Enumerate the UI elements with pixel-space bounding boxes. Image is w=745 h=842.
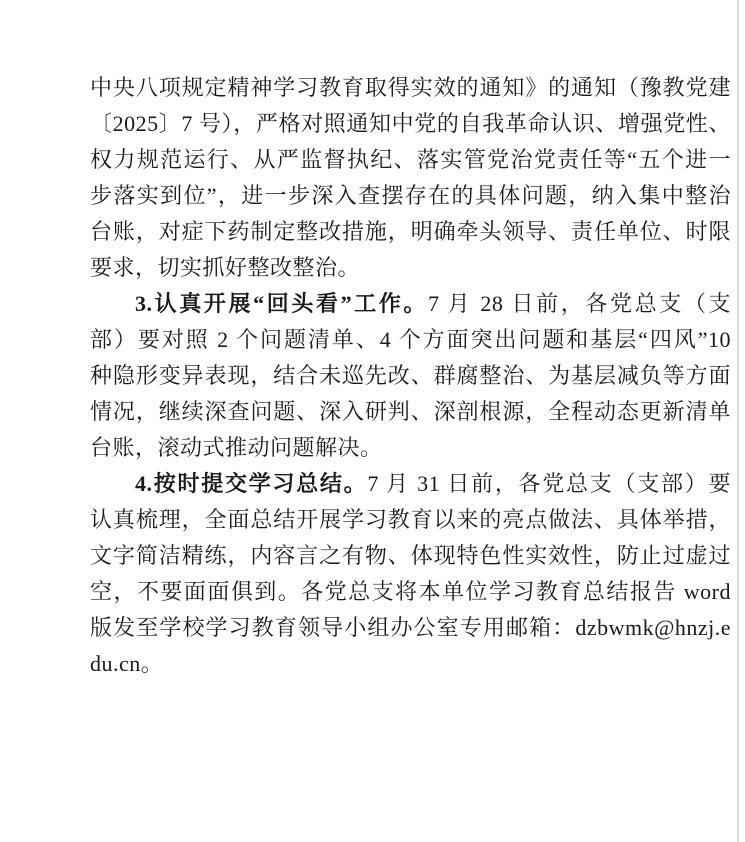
- text-line: 权力规范运行、从严监督执纪、落实管党治党责任等“五个进一: [90, 147, 731, 172]
- text-line: 台账，对症下药制定整改措施，明确牵头领导、责任单位、时限: [90, 219, 731, 244]
- text-line: 种隐形变异表现，结合未巡先改、群腐整治、为基层减负等方面: [90, 363, 731, 388]
- paragraph-lead-bold: 4.按时提交学习总结。: [135, 471, 368, 496]
- text-line: 中央八项规定精神学习教育取得实效的通知》的通知（豫教党建: [90, 75, 731, 100]
- document-text: [90, 70, 731, 682]
- text-line: 版发至学校学习教育领导小组办公室专用邮箱：dzbwmk@hnzj.e: [90, 615, 731, 640]
- text-line: 〔2025〕7 号），严格对照通知中党的自我革命认识、增强党性、: [90, 111, 731, 136]
- paragraph-lead-bold: 3.认真开展“回头看”工作。: [135, 291, 429, 316]
- text-line: 情况，继续深查问题、深入研判、深剖根源，全程动态更新清单: [90, 399, 731, 424]
- text-line: 部）要对照 2 个问题清单、4 个方面突出问题和基层“四风”10: [90, 327, 731, 352]
- text-line: 3.认真开展“回头看”工作。7 月 28 日前，各党总支（支: [135, 291, 731, 316]
- text-line: 空，不要面面俱到。各党总支将本单位学习教育总结报告 word: [90, 579, 731, 604]
- text-line: 认真梳理，全面总结开展学习教育以来的亮点做法、具体举措，: [90, 507, 731, 532]
- text-line: 文字简洁精练，内容言之有物、体现特色性实效性，防止过虚过: [90, 543, 731, 568]
- text-line: 步落实到位”，进一步深入查摆存在的具体问题，纳入集中整治: [90, 183, 731, 208]
- text-line: 要求，切实抓好整改整治。: [90, 255, 361, 280]
- text-line: 台账，滚动式推动问题解决。: [90, 435, 383, 460]
- page-right-edge-divider: [737, 0, 739, 842]
- text-line: 4.按时提交学习总结。7 月 31 日前，各党总支（支部）要: [135, 471, 731, 496]
- text-line: du.cn。: [90, 651, 164, 676]
